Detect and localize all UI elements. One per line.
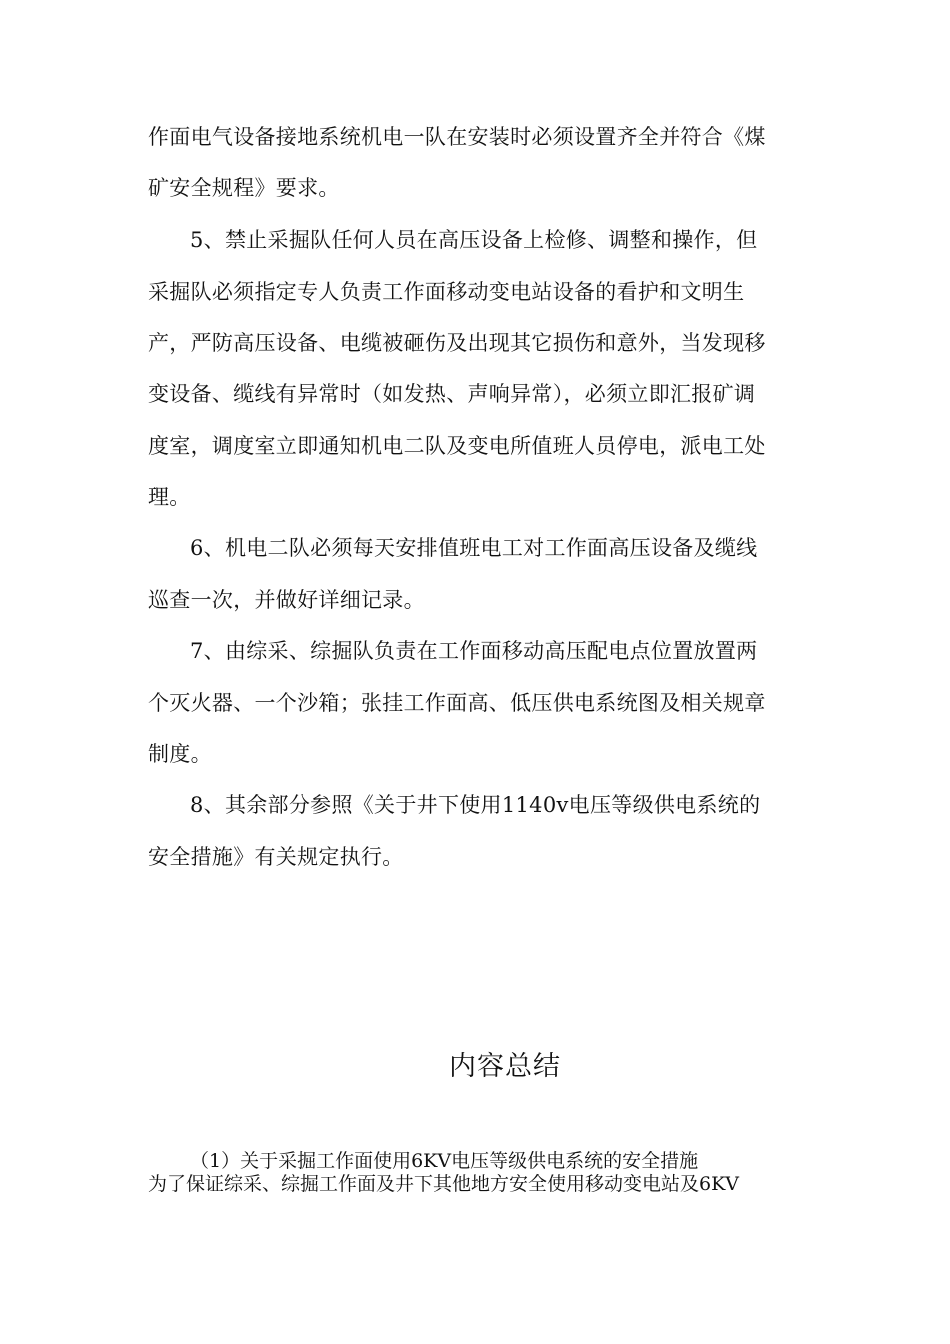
paragraph-line: 作面电气设备接地系统机电一队在安装时必须设置齐全并符合《煤 xyxy=(148,125,766,149)
summary-item-1: （1）关于采掘工作面使用6KV电压等级供电系统的安全措施 xyxy=(190,1150,699,1172)
paragraph-item-8: 8、其余部分参照《关于井下使用1140v电压等级供电系统的 xyxy=(190,793,761,817)
paragraph-line: 个灭火器、一个沙箱；张挂工作面高、低压供电系统图及相关规章 xyxy=(148,691,766,715)
summary-title: 内容总结 xyxy=(449,1051,561,1082)
paragraph-item-7: 7、由综采、综掘队负责在工作面移动高压配电点位置放置两 xyxy=(190,639,758,663)
paragraph-line: 采掘队必须指定专人负责工作面移动变电站设备的看护和文明生 xyxy=(148,280,745,304)
paragraph-line: 矿安全规程》要求。 xyxy=(148,176,340,200)
summary-text: 为了保证综采、综掘工作面及井下其他地方安全使用移动变电站及6KV xyxy=(148,1173,740,1195)
paragraph-line: 安全措施》有关规定执行。 xyxy=(148,845,404,869)
paragraph-item-5: 5、禁止采掘队任何人员在高压设备上检修、调整和操作，但 xyxy=(190,228,758,252)
paragraph-item-6: 6、机电二队必须每天安排值班电工对工作面高压设备及缆线 xyxy=(190,536,758,560)
paragraph-line: 理。 xyxy=(148,485,191,509)
paragraph-line: 巡查一次，并做好详细记录。 xyxy=(148,588,425,612)
paragraph-line: 制度。 xyxy=(148,742,212,766)
paragraph-line: 变设备、缆线有异常时（如发热、声响异常），必须立即汇报矿调 xyxy=(148,382,756,406)
paragraph-line: 产，严防高压设备、电缆被砸伤及出现其它损伤和意外，当发现移 xyxy=(148,331,766,355)
paragraph-line: 度室，调度室立即通知机电二队及变电所值班人员停电，派电工处 xyxy=(148,434,766,458)
